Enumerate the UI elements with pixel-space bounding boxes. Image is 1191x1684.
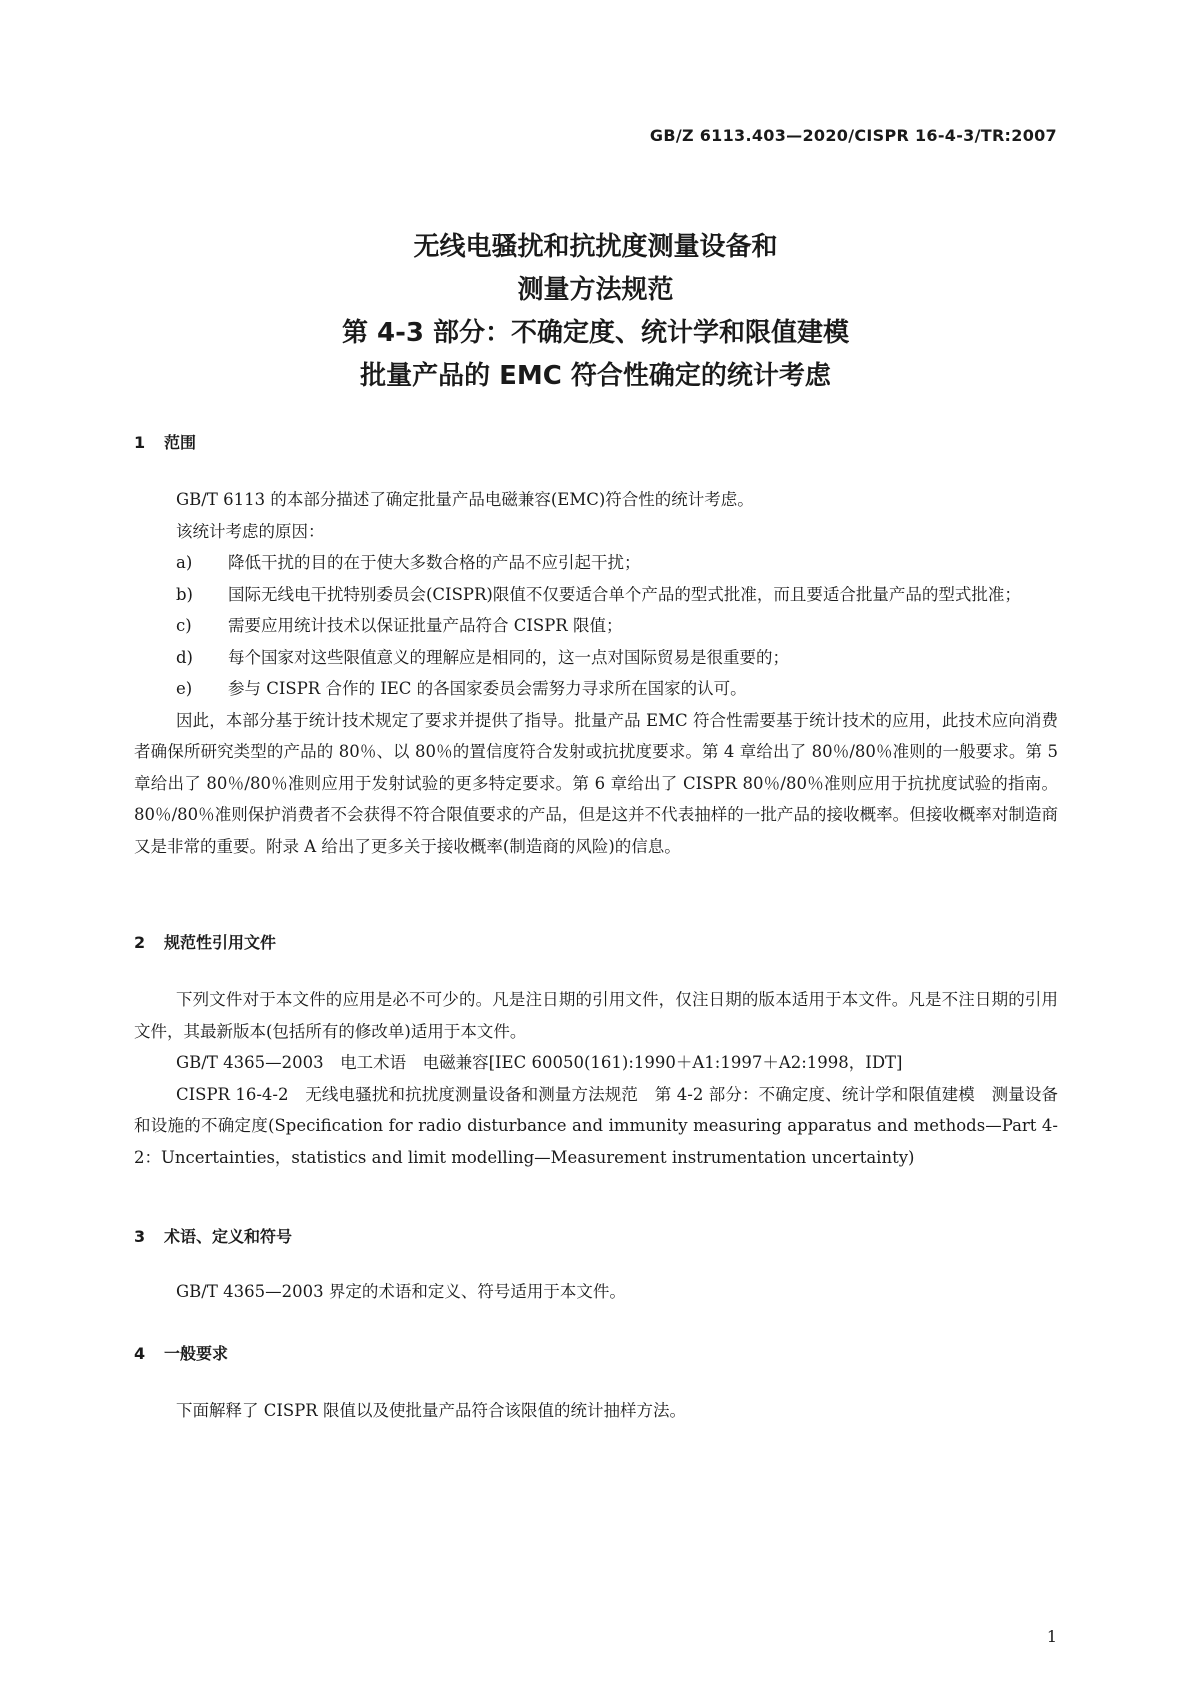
- section-1-number: 1: [134, 433, 146, 452]
- title-line-4: 批量产品的 EMC 符合性确定的统计考虑: [360, 361, 831, 391]
- section-3-title: 术语、定义和符号: [164, 1227, 293, 1246]
- list-marker-d: d): [176, 647, 193, 667]
- section-2-number: 2: [134, 933, 146, 952]
- section-3-paragraph-1: GB/T 4365—2003 界定的术语和定义、符号适用于本文件。: [176, 1282, 626, 1301]
- section-4-body: [134, 1395, 1058, 1427]
- standard-code: GB/Z 6113.403—2020/CISPR 16-4-3/TR:2007: [649, 126, 1057, 145]
- list-text-a: 降低干扰的目的在于使大多数合格的产品不应引起干扰；: [228, 553, 641, 572]
- section-3-number: 3: [134, 1227, 146, 1246]
- section-1-paragraph-2: 该统计考虑的原因：: [176, 521, 325, 541]
- title-line-2: 测量方法规范: [517, 275, 674, 305]
- list-text-c: 需要应用统计技术以保证批量产品符合 CISPR 限值；: [228, 616, 623, 635]
- list-text-d: 每个国家对这些限值意义的理解应是相同的，这一点对国际贸易是很重要的；: [228, 647, 789, 667]
- section-4-paragraph-1: 下面解释了 CISPR 限值以及使批量产品符合该限值的统计抽样方法。: [176, 1401, 686, 1420]
- page-number: 1: [1046, 1627, 1057, 1646]
- section-3-heading: [134, 1224, 292, 1247]
- title-line-3: 第 4-3 部分：不确定度、统计学和限值建模: [341, 318, 850, 348]
- reference-cispr-16-4-2: CISPR 16-4-2 无线电骚扰和抗扰度测量设备和测量方法规范 第 4-2 部分：不确定度、统计学和限值建模 测量设备和设施的不确定度(Specification for radio disturbance and immunity measuring apparatus and methods—Part 4-2：Uncertainties，statistics and limit modelling—Measurement instrumentation uncertainty): [134, 1084, 1058, 1167]
- list-item-e: [134, 673, 1058, 705]
- section-1-heading: [134, 430, 196, 453]
- section-1-body: [134, 484, 1058, 862]
- list-marker-e: e): [176, 679, 193, 698]
- section-4-number: 4: [134, 1344, 146, 1363]
- section-4-title: 一般要求: [164, 1344, 229, 1363]
- list-marker-b: b): [176, 584, 193, 604]
- section-2-title: 规范性引用文件: [164, 933, 277, 952]
- list-item-c: [134, 610, 1058, 642]
- section-4-heading: [134, 1341, 228, 1364]
- section-2-body: [134, 984, 1058, 1173]
- title-line-1: 无线电骚扰和抗扰度测量设备和: [413, 232, 778, 262]
- section-1-paragraph-1: GB/T 6113 的本部分描述了确定批量产品电磁兼容(EMC)符合性的统计考虑。: [176, 490, 754, 509]
- section-2-paragraph-1: 下列文件对于本文件的应用是必不可少的。凡是注日期的引用文件，仅注日期的版本适用于本文件。凡是不注日期的引用文件，其最新版本(包括所有的修改单)适用于本文件。: [134, 990, 1058, 1041]
- list-marker-a: a): [176, 553, 193, 572]
- reference-gbt4365: GB/T 4365—2003 电工术语 电磁兼容[IEC 60050(161):1990＋A1:1997＋A2:1998，IDT]: [176, 1053, 903, 1072]
- section-1-paragraph-3: 因此，本部分基于统计技术规定了要求并提供了指导。批量产品 EMC 符合性需要基于统计技术的应用，此技术应向消费者确保所研究类型的产品的 80％、以 80％的置信度符合发射或抗扰度要求。第 4 章给出了 80％/80％准则的一般要求。第 5 章给出了 80％/80％准则应用于发射试验的更多特定要求。第 6 章给出了 CISPR 80％/80％准则应用于抗扰度试验的指南。80％/80％准则保护消费者不会获得不符合限值要求的产品，但是这并不代表抽样的一批产品的接收概率。但接收概率对制造商又是非常的重要。附录 A 给出了更多关于接收概率(制造商的风险)的信息。: [134, 710, 1058, 856]
- list-text-b: 国际无线电干扰特别委员会(CISPR)限值不仅要适合单个产品的型式批准，而且要适合批量产品的型式批准；: [228, 584, 1021, 604]
- list-item-a: [134, 547, 1058, 579]
- list-item-d: [134, 642, 1058, 674]
- list-marker-c: c): [176, 616, 192, 635]
- section-2-heading: [134, 930, 276, 953]
- list-text-e: 参与 CISPR 合作的 IEC 的各国家委员会需努力寻求所在国家的认可。: [228, 679, 747, 698]
- document-title: [0, 226, 1191, 398]
- section-3-body: [134, 1276, 1058, 1308]
- section-1-title: 范围: [164, 433, 197, 452]
- list-item-b: [134, 579, 1058, 611]
